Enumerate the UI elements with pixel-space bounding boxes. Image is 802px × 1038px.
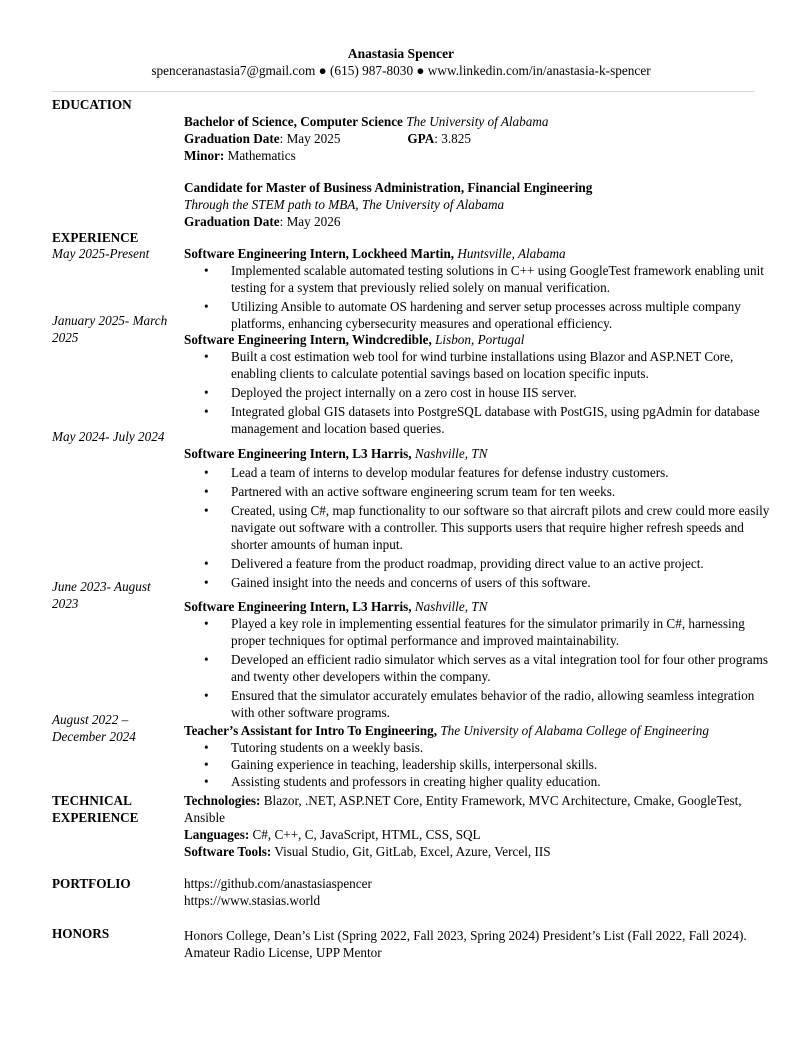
education-degree-2 xyxy=(184,179,774,230)
job-bullet: • Implemented scalable automated testing solutions in C++ using GoogleTest framework enabling unit testing for a system that previously relied solely on manual verification. xyxy=(184,262,774,296)
job-entry xyxy=(184,722,774,790)
job-entry xyxy=(184,445,774,591)
job-bullet: • Integrated global GIS datasets into PostgreSQL database with PostGIS, using pgAdmin for database management and location based queries. xyxy=(184,403,774,437)
minor-label: Minor: xyxy=(184,148,225,163)
languages-label: Languages: xyxy=(184,827,250,842)
job-bullet: • Created, using C#, map functionality to our software so that aircraft pilots and crew could more easily navigate out software with a controller. This supports users that require higher refresh speeds and shorter amounts of human input. xyxy=(184,502,774,553)
tools-label: Software Tools: xyxy=(184,844,272,859)
job-entry xyxy=(184,245,774,332)
job-bullet: • Tutoring students on a weekly basis. xyxy=(184,739,774,756)
job-entry xyxy=(184,598,774,721)
languages-list: C#, C++, C, JavaScript, HTML, CSS, SQL xyxy=(249,827,481,842)
job-title: Teacher’s Assistant for Intro To Engineering, xyxy=(184,723,438,738)
job-bullet: • Built a cost estimation web tool for wind turbine installations using Blazor and ASP.NET Core, enabling clients to calculate potential savings based on location specific inputs. xyxy=(184,348,774,382)
job-location: Nashville, TN xyxy=(414,599,488,614)
job-title: Software Engineering Intern, L3 Harris, xyxy=(184,446,412,461)
job-entry xyxy=(184,331,774,437)
job-title: Software Engineering Intern, Lockheed Martin, xyxy=(184,246,455,261)
portfolio-link-github[interactable]: https://github.com/anastasiaspencer xyxy=(184,876,372,891)
job-bullet: • Ensured that the simulator accurately emulates behavior of the radio, allowing seamless integration with other software programs. xyxy=(184,687,774,721)
degree-title: Bachelor of Science, Computer Science xyxy=(184,114,403,129)
honors-heading: HONORS xyxy=(52,926,110,941)
education-heading: EDUCATION xyxy=(52,97,132,112)
technical-section xyxy=(184,792,744,860)
graduation-value: : May 2026 xyxy=(279,214,341,229)
portfolio-heading: PORTFOLIO xyxy=(52,876,131,891)
job-bullet: • Utilizing Ansible to automate OS hardening and server setup processes across multiple company platforms, enhancing cybersecurity measures and operational efficiency. xyxy=(184,298,774,332)
technologies-label: Technologies: xyxy=(184,793,261,808)
job-bullet: • Developed an efficient radio simulator which serves as a vital integration tool for four other programs and twenty other developers within the company. xyxy=(184,651,774,685)
graduation-label: Graduation Date xyxy=(184,131,280,146)
technologies-list: Blazor, .NET, ASP.NET Core, Entity Framework, MVC Architecture, Cmake, GoogleTest, Ansible xyxy=(184,793,742,825)
job-location: Huntsville, Alabama xyxy=(457,246,566,261)
header-divider xyxy=(52,91,754,92)
job-bullet: • Assisting students and professors in creating higher quality education. xyxy=(184,773,774,790)
portfolio-section xyxy=(184,875,774,909)
job-title: Software Engineering Intern, Windcredible, xyxy=(184,332,432,347)
technical-heading: TECHNICAL EXPERIENCE xyxy=(52,793,139,825)
degree-title: Candidate for Master of Business Administration, Financial Engineering xyxy=(184,180,593,195)
job-dates: June 2023- August 2023 xyxy=(52,579,151,611)
education-degree-1 xyxy=(184,113,774,164)
candidate-name: Anastasia Spencer xyxy=(347,46,455,61)
experience-heading: EXPERIENCE xyxy=(52,230,139,245)
job-location: Lisbon, Portugal xyxy=(435,332,525,347)
gpa-value: : 3.825 xyxy=(434,131,471,146)
job-bullet: • Played a key role in implementing essential features for the simulator primarily in C#, harnessing proper techniques for optimal performance and improved maintainability. xyxy=(184,615,774,649)
job-bullet: • Gained insight into the needs and concerns of users of this software. xyxy=(184,574,774,591)
job-bullet: • Delivered a feature from the product roadmap, providing direct value to an active project. xyxy=(184,555,774,572)
minor-value: Mathematics xyxy=(224,148,296,163)
graduation-value: : May 2025 xyxy=(279,131,341,146)
job-location: The University of Alabama College of Engineering xyxy=(440,723,709,738)
job-location: Nashville, TN xyxy=(414,446,488,461)
job-dates: May 2025-Present xyxy=(52,246,150,261)
job-dates: May 2024- July 2024 xyxy=(52,429,165,444)
tools-list: Visual Studio, Git, GitLab, Excel, Azure, Vercel, IIS xyxy=(271,844,551,859)
job-title: Software Engineering Intern, L3 Harris, xyxy=(184,599,412,614)
contact-line: spenceranastasia7@gmail.com ● (615) 987-8030 ● www.linkedin.com/in/anastasia-k-spencer xyxy=(151,63,651,78)
degree-path: Through the STEM path to MBA, The University of Alabama xyxy=(184,197,505,212)
school-name: The University of Alabama xyxy=(406,114,549,129)
portfolio-link-website[interactable]: https://www.stasias.world xyxy=(184,893,321,908)
job-bullet: • Partnered with an active software engineering scrum team for ten weeks. xyxy=(184,483,774,500)
job-dates: January 2025- March 2025 xyxy=(52,313,168,345)
job-dates: August 2022 – December 2024 xyxy=(52,712,136,744)
gpa-label: GPA xyxy=(407,131,435,146)
job-bullet: • Lead a team of interns to develop modular features for defense industry customers. xyxy=(184,464,774,481)
job-bullet: • Deployed the project internally on a zero cost in house IIS server. xyxy=(184,384,774,401)
graduation-label: Graduation Date xyxy=(184,214,280,229)
honors-text: Honors College, Dean’s List (Spring 2022, Fall 2023, Spring 2024) President’s List (Fall 2022, Fall 2024). Amateur Radio License, UPP Mentor xyxy=(184,928,747,960)
resume-header xyxy=(0,46,802,79)
job-bullet: • Gaining experience in teaching, leadership skills, interpersonal skills. xyxy=(184,756,774,773)
